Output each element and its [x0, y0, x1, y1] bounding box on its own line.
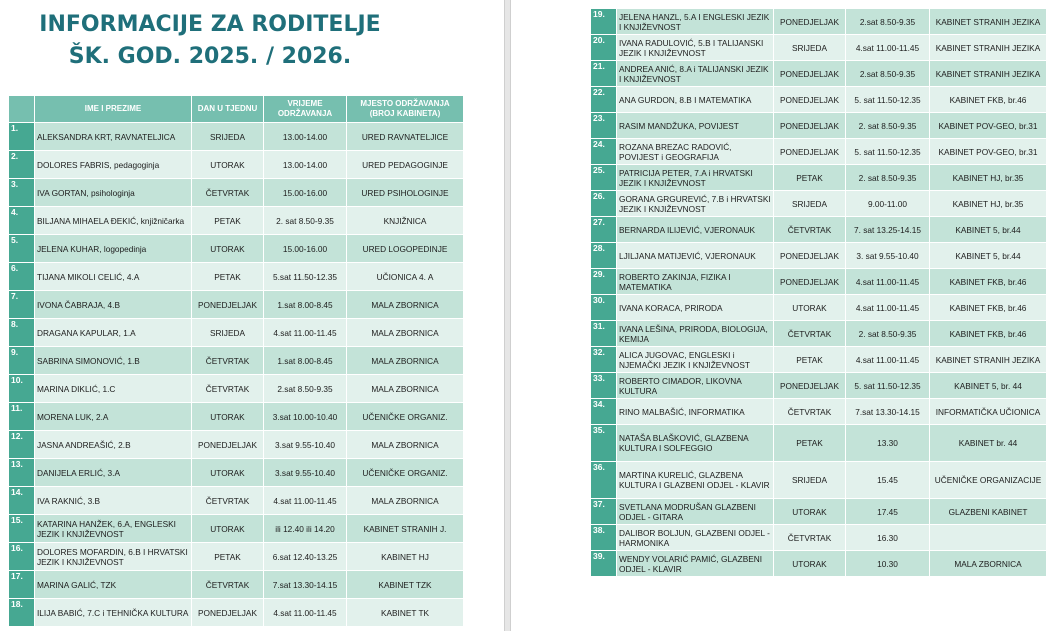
cell-num: 27.	[591, 217, 617, 243]
cell-place: KABINET 5, br.44	[930, 217, 1047, 243]
table-row	[591, 373, 1047, 399]
page-gutter	[504, 0, 511, 631]
cell-day: PONEDJELJAK	[774, 9, 846, 35]
cell-num: 28.	[591, 243, 617, 269]
cell-name: GORANA GRGUREVIĆ, 7.B i HRVATSKI JEZIK I KNJIŽEVNOST	[617, 191, 774, 217]
cell-time: 7.sat 13.30-14.15	[264, 571, 347, 599]
cell-day: PONEDJELJAK	[774, 87, 846, 113]
cell-time: 13.00-14.00	[264, 151, 347, 179]
cell-place: KABINET FKB, br.46	[930, 295, 1047, 321]
cell-place: GLAZBENI KABINET	[930, 499, 1047, 525]
cell-num: 25.	[591, 165, 617, 191]
cell-time: 5. sat 11.50-12.35	[846, 87, 930, 113]
cell-time: 13.30	[846, 425, 930, 462]
cell-num: 6.	[9, 263, 35, 291]
cell-day: ČETVRTAK	[192, 375, 264, 403]
table-row	[9, 487, 464, 515]
cell-place: MALA ZBORNICA	[347, 319, 464, 347]
cell-place: KABINET STRANIH JEZIKA	[930, 9, 1047, 35]
cell-name: IVANA KORACA, PRIRODA	[617, 295, 774, 321]
cell-day: ČETVRTAK	[774, 525, 846, 551]
cell-place: KABINET STRANIH JEZIKA	[930, 347, 1047, 373]
cell-place: KABINET TZK	[347, 571, 464, 599]
table-row	[591, 165, 1047, 191]
cell-day: SRIJEDA	[192, 319, 264, 347]
schedule-table-left	[8, 95, 464, 627]
cell-name: IVA GORTAN, psihologinja	[35, 179, 192, 207]
cell-name: JASNA ANDREAŠIĆ, 2.B	[35, 431, 192, 459]
cell-num: 29.	[591, 269, 617, 295]
cell-time: 15.00-16.00	[264, 235, 347, 263]
cell-place: KABINET HJ	[347, 543, 464, 571]
cell-num: 21.	[591, 61, 617, 87]
table-row	[9, 543, 464, 571]
cell-num: 39.	[591, 551, 617, 577]
cell-num: 23.	[591, 113, 617, 139]
cell-place	[930, 525, 1047, 551]
cell-name: DOLORES MOFARDIN, 6.B I HRVATSKI JEZIK I KNJIŽEVNOST	[35, 543, 192, 571]
cell-place: KABINET 5, br. 44	[930, 373, 1047, 399]
table-row	[9, 263, 464, 291]
cell-day: ČETVRTAK	[774, 399, 846, 425]
cell-place: URED PEDAGOGINJE	[347, 151, 464, 179]
cell-num: 14.	[9, 487, 35, 515]
cell-place: UČENIČKE ORGANIZ.	[347, 403, 464, 431]
cell-time: 4.sat 11.00-11.45	[846, 295, 930, 321]
cell-place: MALA ZBORNICA	[347, 291, 464, 319]
cell-time: 2. sat 8.50-9.35	[846, 113, 930, 139]
cell-time: 4.sat 11.00-11.45	[846, 35, 930, 61]
cell-place: KABINET FKB, br.46	[930, 269, 1047, 295]
table-row	[9, 515, 464, 543]
table-row	[591, 35, 1047, 61]
cell-name: ALICA JUGOVAC, ENGLESKI i NJEMAČKI JEZIK I KNJIŽEVNOST	[617, 347, 774, 373]
cell-num: 2.	[9, 151, 35, 179]
table-row	[9, 123, 464, 151]
cell-day: PONEDJELJAK	[774, 61, 846, 87]
cell-time: ili 12.40 ili 14.20	[264, 515, 347, 543]
table-row	[9, 459, 464, 487]
cell-name: SVETLANA MODRUŠAN GLAZBENI ODJEL - GITARA	[617, 499, 774, 525]
cell-place: KABINET HJ, br.35	[930, 165, 1047, 191]
cell-num: 34.	[591, 399, 617, 425]
cell-name: IVANA RADULOVIĆ, 5.B I TALIJANSKI JEZIK I KNJIŽEVNOST	[617, 35, 774, 61]
cell-time: 10.30	[846, 551, 930, 577]
cell-time: 2. sat 8.50-9.35	[846, 321, 930, 347]
table-row	[9, 291, 464, 319]
table-body-left	[9, 123, 464, 627]
cell-day: PETAK	[774, 347, 846, 373]
cell-time: 3.sat 9.55-10.40	[264, 459, 347, 487]
cell-time: 1.sat 8.00-8.45	[264, 291, 347, 319]
cell-place: MALA ZBORNICA	[347, 487, 464, 515]
table-row	[591, 243, 1047, 269]
cell-day: PETAK	[774, 165, 846, 191]
cell-place: KABINET FKB, br.46	[930, 87, 1047, 113]
table-row	[9, 151, 464, 179]
cell-day: SRIJEDA	[774, 191, 846, 217]
cell-name: ILIJA BABIĆ, 7.C i TEHNIČKA KULTURA	[35, 599, 192, 627]
cell-day: SRIJEDA	[774, 462, 846, 499]
cell-name: LJILJANA MATIJEVIĆ, VJERONAUK	[617, 243, 774, 269]
cell-day: UTORAK	[774, 551, 846, 577]
cell-name: NATAŠA BLAŠKOVIĆ, GLAZBENA KULTURA I SOLFEGGIO	[617, 425, 774, 462]
cell-time: 4.sat 11.00-11.45	[264, 319, 347, 347]
table-row	[9, 235, 464, 263]
table-row	[591, 9, 1047, 35]
cell-num: 36.	[591, 462, 617, 499]
cell-num: 11.	[9, 403, 35, 431]
cell-day: PETAK	[774, 425, 846, 462]
cell-day: PONEDJELJAK	[192, 599, 264, 627]
cell-place: UČENIČKE ORGANIZACIJE	[930, 462, 1047, 499]
table-row	[591, 113, 1047, 139]
cell-name: IVA RAKNIĆ, 3.B	[35, 487, 192, 515]
table-row	[591, 499, 1047, 525]
cell-name: IVANA LEŠINA, PRIRODA, BIOLOGIJA, KEMIJA	[617, 321, 774, 347]
cell-num: 19.	[591, 9, 617, 35]
table-row	[591, 87, 1047, 113]
cell-num: 26.	[591, 191, 617, 217]
cell-time: 3.sat 10.00-10.40	[264, 403, 347, 431]
cell-day: ČETVRTAK	[192, 487, 264, 515]
cell-name: MARINA GALIĆ, TZK	[35, 571, 192, 599]
cell-time: 5. sat 11.50-12.35	[846, 139, 930, 165]
cell-num: 37.	[591, 499, 617, 525]
cell-day: PONEDJELJAK	[774, 113, 846, 139]
cell-name: RASIM MANDŽUKA, POVIJEST	[617, 113, 774, 139]
cell-day: PONEDJELJAK	[192, 431, 264, 459]
cell-time: 16.30	[846, 525, 930, 551]
cell-day: ČETVRTAK	[192, 347, 264, 375]
header-time: VRIJEME ODRŽAVANJA	[264, 96, 347, 123]
cell-num: 38.	[591, 525, 617, 551]
cell-time: 6.sat 12.40-13.25	[264, 543, 347, 571]
cell-time: 2. sat 8.50-9.35	[264, 207, 347, 235]
cell-place: KABINET TK	[347, 599, 464, 627]
header-name: IME I PREZIME	[35, 96, 192, 123]
table-row	[9, 403, 464, 431]
cell-num: 35.	[591, 425, 617, 462]
cell-place: URED RAVNATELJICE	[347, 123, 464, 151]
table-row	[9, 319, 464, 347]
cell-time: 17.45	[846, 499, 930, 525]
cell-place: UČIONICA 4. A	[347, 263, 464, 291]
cell-num: 16.	[9, 543, 35, 571]
table-row	[591, 551, 1047, 577]
document-page-left	[0, 0, 504, 631]
cell-day: UTORAK	[774, 499, 846, 525]
table-row	[591, 321, 1047, 347]
header-place: MJESTO ODRŽAVANJA (BROJ KABINETA)	[347, 96, 464, 123]
table-row	[591, 525, 1047, 551]
cell-name: KATARINA HANŽEK, 6.A, ENGLESKI JEZIK I KNJIŽEVNOST	[35, 515, 192, 543]
cell-time: 3.sat 9.55-10.40	[264, 431, 347, 459]
table-row	[9, 571, 464, 599]
cell-time: 3. sat 9.55-10.40	[846, 243, 930, 269]
cell-day: UTORAK	[192, 403, 264, 431]
table-row	[591, 139, 1047, 165]
cell-day: PETAK	[192, 207, 264, 235]
cell-name: JELENA HANZL, 5.A I ENGLESKI JEZIK I KNJIŽEVNOST	[617, 9, 774, 35]
cell-place: KABINET HJ, br.35	[930, 191, 1047, 217]
table-row	[591, 217, 1047, 243]
cell-place: MALA ZBORNICA	[347, 347, 464, 375]
cell-name: SABRINA SIMONOVIĆ, 1.B	[35, 347, 192, 375]
table-row	[591, 295, 1047, 321]
table-row	[591, 347, 1047, 373]
table-row	[9, 431, 464, 459]
cell-num: 31.	[591, 321, 617, 347]
cell-day: PETAK	[192, 263, 264, 291]
cell-num: 32.	[591, 347, 617, 373]
cell-num: 4.	[9, 207, 35, 235]
cell-num: 5.	[9, 235, 35, 263]
table-row	[9, 207, 464, 235]
cell-num: 12.	[9, 431, 35, 459]
cell-day: ČETVRTAK	[192, 571, 264, 599]
cell-name: MORENA LUK, 2.A	[35, 403, 192, 431]
cell-day: UTORAK	[192, 235, 264, 263]
cell-place: UČENIČKE ORGANIZ.	[347, 459, 464, 487]
cell-name: IVONA ČABRAJA, 4.B	[35, 291, 192, 319]
cell-time: 9.00-11.00	[846, 191, 930, 217]
table-body-right	[591, 9, 1047, 577]
cell-place: KABINET POV-GEO, br.31	[930, 139, 1047, 165]
cell-day: SRIJEDA	[774, 35, 846, 61]
cell-num: 7.	[9, 291, 35, 319]
table-row	[591, 462, 1047, 499]
cell-num: 1.	[9, 123, 35, 151]
cell-place: URED PSIHOLOGINJE	[347, 179, 464, 207]
table-row	[591, 61, 1047, 87]
cell-place: URED LOGOPEDINJE	[347, 235, 464, 263]
cell-time: 1.sat 8.00-8.45	[264, 347, 347, 375]
cell-name: DANIJELA ERLIĆ, 3.A	[35, 459, 192, 487]
cell-name: DOLORES FABRIS, pedagoginja	[35, 151, 192, 179]
cell-name: BILJANA MIHAELA ĐEKIĆ, knjižničarka	[35, 207, 192, 235]
cell-name: ANDREA ANIĆ, 8.A i TALIJANSKI JEZIK I KNJIŽEVNOST	[617, 61, 774, 87]
cell-day: PONEDJELJAK	[774, 373, 846, 399]
cell-name: JELENA KUHAR, logopedinja	[35, 235, 192, 263]
page-title: INFORMACIJE ZA RODITELJE	[39, 12, 381, 37]
cell-place: MALA ZBORNICA	[930, 551, 1047, 577]
cell-time: 4.sat 11.00-11.45	[846, 347, 930, 373]
cell-num: 17.	[9, 571, 35, 599]
table-row	[591, 399, 1047, 425]
cell-name: ROBERTO ZAKINJA, FIZIKA I MATEMATIKA	[617, 269, 774, 295]
table-row	[9, 179, 464, 207]
cell-num: 13.	[9, 459, 35, 487]
table-row	[591, 425, 1047, 462]
table-header-row	[9, 96, 464, 123]
cell-day: UTORAK	[192, 459, 264, 487]
cell-day: PONEDJELJAK	[774, 139, 846, 165]
table-row	[591, 269, 1047, 295]
cell-time: 4.sat 11.00-11.45	[264, 599, 347, 627]
cell-name: MARINA DIKLIĆ, 1.C	[35, 375, 192, 403]
cell-day: UTORAK	[192, 515, 264, 543]
cell-name: WENDY VOLARIĆ PAMIĆ, GLAZBENI ODJEL - KLAVIR	[617, 551, 774, 577]
cell-num: 3.	[9, 179, 35, 207]
cell-place: INFORMATIČKA UČIONICA	[930, 399, 1047, 425]
cell-num: 8.	[9, 319, 35, 347]
cell-place: KABINET STRANIH JEZIKA	[930, 35, 1047, 61]
table-row	[9, 599, 464, 627]
cell-num: 20.	[591, 35, 617, 61]
cell-day: UTORAK	[192, 151, 264, 179]
cell-name: RINO MALBAŠIĆ, INFORMATIKA	[617, 399, 774, 425]
cell-num: 18.	[9, 599, 35, 627]
cell-time: 7.sat 13.30-14.15	[846, 399, 930, 425]
cell-time: 5.sat 11.50-12.35	[264, 263, 347, 291]
page-subtitle: ŠK. GOD. 2025. / 2026.	[68, 44, 352, 69]
cell-num: 15.	[9, 515, 35, 543]
cell-num: 24.	[591, 139, 617, 165]
header-day: DAN U TJEDNU	[192, 96, 264, 123]
cell-place: KABINET FKB, br.46	[930, 321, 1047, 347]
cell-name: BERNARDA ILIJEVIĆ, VJERONAUK	[617, 217, 774, 243]
cell-place: KABINET STRANIH J.	[347, 515, 464, 543]
cell-time: 2. sat 8.50-9.35	[846, 165, 930, 191]
cell-time: 2.sat 8.50-9.35	[846, 61, 930, 87]
table-row	[591, 191, 1047, 217]
cell-name: ANA GURDON, 8.B I MATEMATIKA	[617, 87, 774, 113]
cell-num: 9.	[9, 347, 35, 375]
cell-day: ČETVRTAK	[774, 217, 846, 243]
cell-day: PETAK	[192, 543, 264, 571]
cell-place: KABINET br. 44	[930, 425, 1047, 462]
schedule-table-right	[590, 8, 1047, 577]
header-number	[9, 96, 35, 123]
cell-name: MARTINA KURELIĆ, GLAZBENA KULTURA I GLAZBENI ODJEL - KLAVIR	[617, 462, 774, 499]
cell-name: DRAGANA KAPULAR, 1.A	[35, 319, 192, 347]
cell-day: PONEDJELJAK	[774, 243, 846, 269]
cell-day: ČETVRTAK	[192, 179, 264, 207]
cell-time: 15.45	[846, 462, 930, 499]
cell-time: 2.sat 8.50-9.35	[264, 375, 347, 403]
cell-place: KABINET 5, br.44	[930, 243, 1047, 269]
cell-name: TIJANA MIKOLI CELIĆ, 4.A	[35, 263, 192, 291]
cell-num: 30.	[591, 295, 617, 321]
cell-time: 5. sat 11.50-12.35	[846, 373, 930, 399]
cell-time: 4.sat 11.00-11.45	[846, 269, 930, 295]
cell-num: 22.	[591, 87, 617, 113]
cell-day: ČETVRTAK	[774, 321, 846, 347]
cell-place: MALA ZBORNICA	[347, 375, 464, 403]
cell-name: DALIBOR BOLJUN, GLAZBENI ODJEL - HARMONIKA	[617, 525, 774, 551]
cell-time: 2.sat 8.50-9.35	[846, 9, 930, 35]
document-page-right	[511, 0, 1053, 631]
cell-day: PONEDJELJAK	[192, 291, 264, 319]
cell-day: SRIJEDA	[192, 123, 264, 151]
cell-time: 13.00-14.00	[264, 123, 347, 151]
cell-name: PATRICIJA PETER, 7.A i HRVATSKI JEZIK I KNJIŽEVNOST	[617, 165, 774, 191]
cell-time: 15.00-16.00	[264, 179, 347, 207]
cell-time: 4.sat 11.00-11.45	[264, 487, 347, 515]
cell-day: PONEDJELJAK	[774, 269, 846, 295]
cell-name: ROBERTO CIMADOR, LIKOVNA KULTURA	[617, 373, 774, 399]
cell-day: UTORAK	[774, 295, 846, 321]
cell-name: ALEKSANDRA KRT, RAVNATELJICA	[35, 123, 192, 151]
cell-name: ROZANA BREZAC RADOVIĆ, POVIJEST i GEOGRAFIJA	[617, 139, 774, 165]
cell-place: KABINET POV-GEO, br.31	[930, 113, 1047, 139]
cell-place: KABINET STRANIH JEZIKA	[930, 61, 1047, 87]
table-row	[9, 347, 464, 375]
cell-num: 10.	[9, 375, 35, 403]
cell-num: 33.	[591, 373, 617, 399]
cell-place: MALA ZBORNICA	[347, 431, 464, 459]
cell-place: KNJIŽNICA	[347, 207, 464, 235]
table-row	[9, 375, 464, 403]
cell-time: 7. sat 13.25-14.15	[846, 217, 930, 243]
